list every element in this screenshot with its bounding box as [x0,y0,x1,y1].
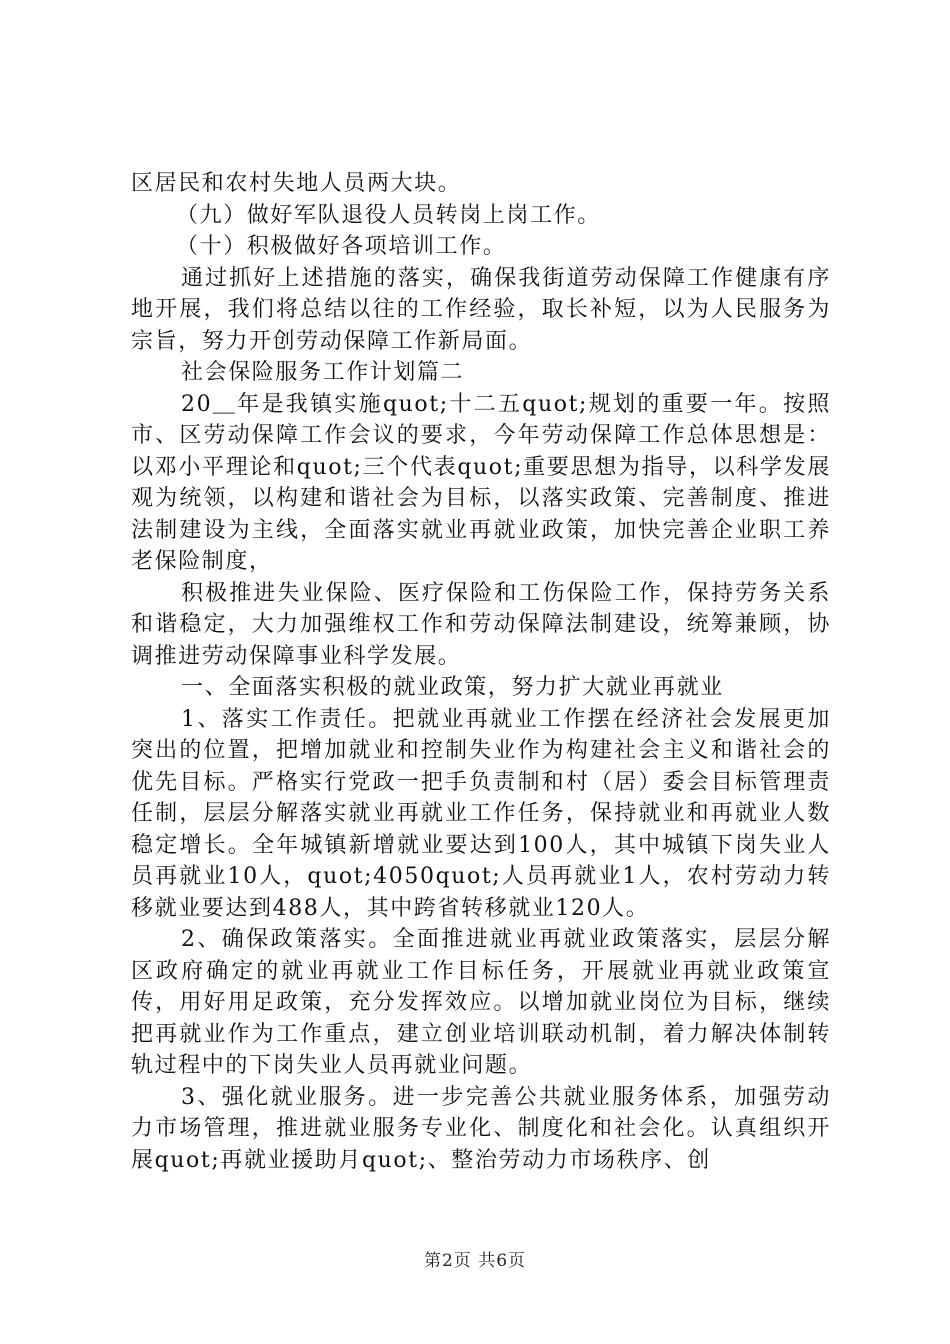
paragraph-intro: 20＿年是我镇实施quot;十二五quot;规划的重要一年。按照市、区劳动保障工作会议的要求，今年劳动保障工作总体思想是：以邓小平理论和quot;三个代表quot;重要思想为指导，以科学发展观为统领，以构建和谐社会为目标，以落实政策、完善制度、推进法制建设为主线，全面落实就业再就业政策，加快完善企业职工养老保险制度， [131,391,831,574]
paragraph-summary: 通过抓好上述措施的落实，确保我街道劳动保障工作健康有序地开展，我们将总结以往的工作经验，取长补短，以为人民服务为宗旨，努力开创劳动保障工作新局面。 [131,265,831,354]
document-body [131,168,831,1176]
paragraph-intro-continued: 积极推进失业保险、医疗保险和工伤保险工作，保持劳务关系和谐稳定，大力加强维权工作和劳动保障法制建设，统筹兼顾，协调推进劳动保障事业科学发展。 [131,580,831,669]
subheading-employment: 一、全面落实积极的就业政策，努力扩大就业再就业 [181,675,724,700]
paragraph-point-3: 3、强化就业服务。进一步完善公共就业服务体系，加强劳动力市场管理，推进就业服务专业化、制度化和社会化。认真组织开展quot;再就业援助月quot;、整治劳动力市场秩序、创 [131,1084,831,1173]
section-heading: 社会保险服务工作计划篇二 [181,360,465,385]
page-number-footer: 第2页 共6页 [423,1251,527,1271]
paragraph-point-1: 1、落实工作责任。把就业再就业工作摆在经济社会发展更加突出的位置，把增加就业和控制失业作为构建社会主义和谐社会的优先目标。严格实行党政一把手负责制和村（居）委会目标管理责任制，层层分解落实就业再就业工作任务，保持就业和再就业人数稳定增长。全年城镇新增就业要达到100人，其中城镇下岗失业人员再就业10人，quot;4050quot;人员再就业1人，农村劳动力转移就业要达到488人，其中跨省转移就业120人。 [131,706,831,921]
paragraph-continuation: 区居民和农村失地人员两大块。 [131,171,462,196]
paragraph-item-ten: （十）积极做好各项培训工作。 [176,234,507,259]
paragraph-item-nine: （九）做好军队退役人员转岗上岗工作。 [176,202,601,228]
paragraph-point-2: 2、确保政策落实。全面推进就业再就业政策落实，层层分解区政府确定的就业再就业工作目标任务，开展就业再就业政策宣传，用好用足政策，充分发挥效应。以增加就业岗位为目标，继续把再就业作为工作重点，建立创业培训联动机制，着力解决体制转轨过程中的下岗失业人员再就业问题。 [131,927,831,1078]
